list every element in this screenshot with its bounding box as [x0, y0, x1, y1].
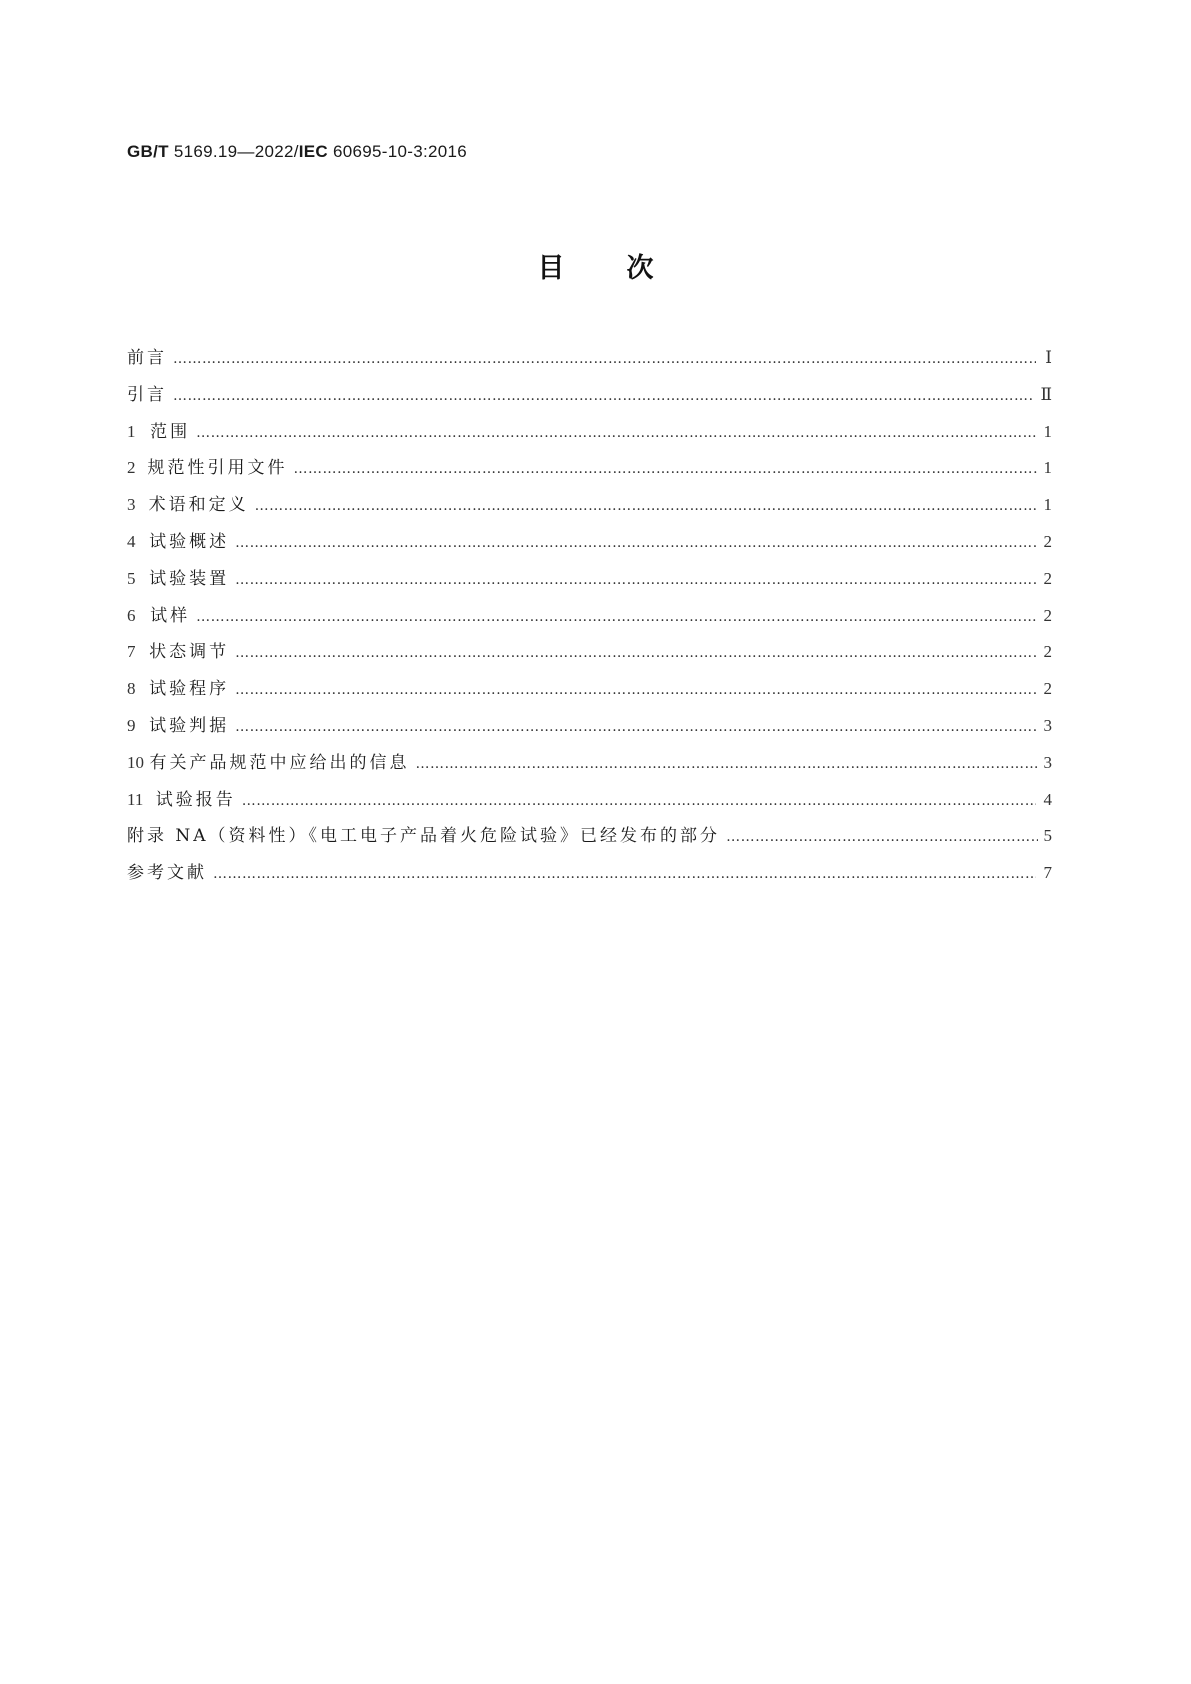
- toc-entry-introduction[interactable]: [127, 377, 1052, 414]
- toc-leader-dots: [235, 709, 1036, 746]
- toc-entry-label: 试验程序: [149, 679, 230, 700]
- toc-leader-dots: [235, 525, 1036, 562]
- toc-entry-label: 引言: [127, 384, 167, 405]
- toc-leader-dots: [255, 488, 1037, 525]
- toc-entry-page: 2: [1043, 605, 1053, 625]
- toc-leader-dots: [213, 856, 1036, 893]
- toc-entry-number: 6: [127, 605, 136, 625]
- toc-title-char-1: 目: [537, 253, 565, 284]
- toc-entry-number: 7: [127, 642, 136, 662]
- toc-leader-dots: [173, 378, 1034, 415]
- toc-entry-number: 11: [127, 789, 144, 809]
- table-of-contents: [127, 340, 1052, 892]
- iec-number: 60695-10-3:2016: [333, 142, 468, 161]
- toc-entry-label: 参考文献: [127, 863, 207, 884]
- toc-entry-number: 4: [127, 531, 136, 551]
- toc-entry-number: 9: [127, 715, 136, 735]
- toc-entry-number: 10: [127, 752, 144, 772]
- toc-entry-number: 2: [127, 458, 136, 478]
- toc-entry-label: 试验装置: [149, 568, 230, 589]
- toc-entry-page: 1: [1043, 458, 1052, 478]
- toc-leader-dots: [294, 451, 1038, 488]
- toc-entry-bibliography[interactable]: [127, 855, 1052, 892]
- toc-leader-dots: [235, 562, 1036, 599]
- toc-entry-page: 2: [1043, 531, 1053, 551]
- toc-entry-label: 状态调节: [149, 642, 230, 663]
- toc-entry-2[interactable]: [127, 450, 1052, 487]
- toc-entry-5[interactable]: [127, 561, 1052, 598]
- toc-entry-page: 3: [1043, 752, 1052, 772]
- toc-entry-page: 1: [1043, 495, 1052, 515]
- toc-entry-page: 2: [1043, 642, 1053, 662]
- toc-leader-dots: [235, 635, 1036, 672]
- toc-entry-label: 试样: [150, 605, 191, 626]
- toc-entry-7[interactable]: [127, 634, 1052, 671]
- toc-entry-label: 试验报告: [155, 789, 236, 810]
- toc-entry-3[interactable]: [127, 487, 1052, 524]
- toc-entry-number: 3: [127, 495, 136, 515]
- toc-entry-page: Ⅱ: [1040, 384, 1052, 404]
- toc-entry-page: 5: [1043, 826, 1052, 846]
- standard-number: 5169.19—2022/: [173, 142, 299, 161]
- toc-entry-label: 前言: [127, 348, 167, 368]
- toc-entry-label: 试验概述: [149, 531, 230, 552]
- toc-entry-label: 附录 NA（资料性）《电工电子产品着火危险试验》已经发布的部分: [127, 826, 721, 847]
- toc-entry-1[interactable]: [127, 414, 1052, 451]
- toc-entry-page: 7: [1043, 863, 1052, 883]
- toc-entry-annex-na[interactable]: [127, 818, 1052, 855]
- toc-title: [0, 246, 1191, 285]
- iec-prefix: IEC: [298, 142, 328, 161]
- toc-entry-label: 术语和定义: [148, 495, 249, 516]
- toc-entry-9[interactable]: [127, 708, 1052, 745]
- toc-entry-number: 1: [127, 421, 136, 441]
- toc-entry-4[interactable]: [127, 524, 1052, 561]
- toc-entry-number: 5: [127, 568, 136, 588]
- toc-entry-10[interactable]: [127, 745, 1052, 782]
- toc-entry-number: 8: [127, 679, 136, 699]
- standard-prefix: GB/T: [127, 142, 169, 161]
- toc-entry-foreword[interactable]: [127, 340, 1052, 377]
- standard-header: [127, 142, 467, 162]
- toc-entry-page: 3: [1043, 715, 1053, 735]
- toc-title-char-2: 次: [626, 253, 654, 284]
- toc-leader-dots: [242, 783, 1037, 820]
- toc-entry-11[interactable]: [127, 782, 1052, 819]
- toc-leader-dots: [726, 819, 1037, 856]
- toc-entry-page: 2: [1043, 568, 1053, 588]
- toc-entry-8[interactable]: [127, 671, 1052, 708]
- toc-leader-dots: [196, 415, 1036, 452]
- toc-leader-dots: [416, 746, 1038, 783]
- toc-entry-label: 范围: [150, 421, 191, 442]
- toc-entry-label: 规范性引用文件: [147, 458, 288, 479]
- toc-entry-label: 试验判据: [149, 715, 230, 736]
- toc-entry-page: 2: [1043, 679, 1053, 699]
- toc-leader-dots: [173, 341, 1036, 378]
- toc-entry-6[interactable]: [127, 598, 1052, 635]
- toc-leader-dots: [235, 672, 1036, 709]
- toc-entry-page: 4: [1043, 789, 1052, 809]
- toc-leader-dots: [196, 599, 1036, 636]
- toc-entry-label: 有关产品规范中应给出的信息: [149, 752, 410, 773]
- toc-entry-page: Ⅰ: [1045, 348, 1052, 367]
- toc-entry-page: 1: [1043, 421, 1053, 441]
